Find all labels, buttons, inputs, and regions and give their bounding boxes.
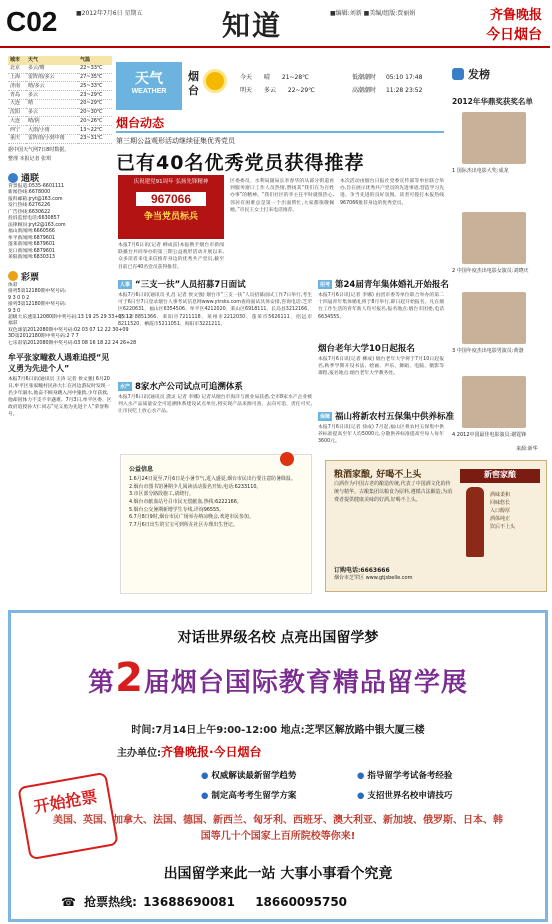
tonglan-title: 通联 xyxy=(21,174,40,184)
weather-cell: 青岛 xyxy=(8,91,26,100)
awards-photo xyxy=(462,292,526,344)
weather-cell: 雷阵雨/小到中雨 xyxy=(26,134,78,143)
ad-feature: 酒味柔和 xyxy=(490,492,511,498)
story-title: 水产 8家水产公司试点可追溯体系 xyxy=(120,382,243,392)
ad-bullet: ● 支招世界名校申请技巧 xyxy=(357,789,452,801)
ad-slogan: 出国留学来此一站 大事小事看个究竟 xyxy=(163,866,393,882)
section-tag: 招考 xyxy=(320,282,331,288)
weather-cell: 北京 xyxy=(8,65,26,73)
contact-line: 新闻热线:6678000 xyxy=(8,190,51,196)
story-body: 本报7月6日讯(记者 徐成) 7月起,福山区将农村五保集中供养标准提高至年人均5000元,分散供养标准提高至每人每年3600元。 xyxy=(318,425,444,445)
lottery-line: 9 3 0 xyxy=(8,308,21,314)
notice-line: 4.烟台市献血站号召市民无偿献血,热线:6222166。 xyxy=(129,499,242,506)
weather-row xyxy=(8,73,112,82)
ad-time-place: 时间:7月14日上午9:00-12:00 地点:芝罘区解放路中银大厦三楼 xyxy=(131,725,425,736)
weather-cell: 25~33℃ xyxy=(78,82,112,91)
tide-label: 高潮潮时 xyxy=(352,87,377,94)
lottery-line: 双色球第2012080期中奖号码:02 03 07 12 22 30+09 xyxy=(8,327,129,333)
ad-body: 白酒作为中国古老的酿造传统,代表了中国酒文化的传统与精华。古酿集团以粮食为原料,遵循古法酿造,为消费者提供健康美味的好酒,好喝不上头。 xyxy=(334,481,453,503)
phone-icon: ☎ xyxy=(61,895,76,909)
editor-credits: ■编辑:刘新 ■美编/组版:贾丽娟 xyxy=(330,10,416,17)
ad-hotline: ☎ 抢票热线: 13688690081 18660095750 xyxy=(61,895,348,909)
emblem-top: 庆祝建党91周年 弘扬先锋精神 xyxy=(133,179,209,185)
notice-line: 3.市区部分路段施工,请绕行。 xyxy=(129,491,194,498)
notice-line: 7.7月6日出生的宝宝可到所在社区办理出生登记。 xyxy=(129,521,238,528)
awards-caption: 2 中国年度杰出电影女演员:刘晓庆 xyxy=(452,268,529,274)
left-story xyxy=(8,353,112,419)
contact-line: 莱阳新闻网:6830313 xyxy=(8,255,55,261)
contact-line: 龙口新闻网:6879601 xyxy=(8,248,55,254)
weather-label-en: WEATHER xyxy=(131,88,167,95)
awards-caption: 4 2012中国最佳电影演员:谢霆锋 xyxy=(452,432,527,438)
ad-tagline: 对话世界级名校 点亮出国留学梦 xyxy=(177,630,379,646)
weather-row xyxy=(8,134,112,143)
awards-photo xyxy=(462,112,526,164)
ad-address: 烟台市芝罘区 www.gtjsbelle.com xyxy=(334,575,413,581)
story-title: 保障 福山将新农村五保集中供养标准 xyxy=(320,412,455,422)
section-tag: 水产 xyxy=(120,384,131,390)
weather-cell: 上海 xyxy=(8,73,26,82)
weather-row xyxy=(8,108,112,117)
notice-line: 2.烟台市图书馆暑期少儿阅读活动报名开始,电话:6233110。 xyxy=(129,483,262,490)
issue-date: ■2012年7月6日 星期五 xyxy=(76,10,143,17)
weather-cell: 济南 xyxy=(8,82,26,91)
notice-title: 公益信息 xyxy=(129,466,154,473)
contact-line: 法律顾问:jryt2@163.com xyxy=(8,222,66,228)
bottle-icon xyxy=(466,487,484,557)
weather-row xyxy=(8,126,112,135)
awards-photo xyxy=(462,376,526,428)
weather-cell: 20~30℃ xyxy=(78,108,112,117)
weather-cell: 晴 xyxy=(26,99,78,108)
lottery-icon xyxy=(8,271,18,281)
forecast-desc: 多云 xyxy=(263,87,276,94)
ad-features xyxy=(490,491,515,531)
dongtai-title: 烟台动态 xyxy=(116,116,165,130)
ad-bullet: ● 制定高考考生留学方案 xyxy=(201,789,296,801)
weather-cell: 晴/多云 xyxy=(26,82,78,91)
page-number: C02 xyxy=(6,6,58,37)
col-header: 城市 xyxy=(8,56,26,65)
weather-row xyxy=(8,91,112,100)
forecast-today xyxy=(240,74,319,82)
section-tag: 保障 xyxy=(320,414,331,420)
fabang-heading xyxy=(452,66,490,82)
awards-caption: 3 中国年度杰出电影男演员:黄渤 xyxy=(452,348,524,354)
lottery-line: 9 3 0 0 2 xyxy=(8,295,30,301)
section-title: 知道 xyxy=(222,9,283,42)
awards-source: 来源:新华 xyxy=(516,446,538,452)
contact-line: 福山新闻网:6660566 xyxy=(8,229,55,235)
weather-cell: 晴/阴 xyxy=(26,117,78,126)
person-icon xyxy=(452,68,464,80)
ad-countries: 美国、英国、加拿大、法国、德国、新西兰、匈牙利、西班牙、澳大利亚、新加坡、俄罗斯、日本、韩国等几十个国家上百所院校等你来! xyxy=(53,815,503,842)
contact-list xyxy=(8,184,112,262)
tide-low xyxy=(352,74,430,82)
lottery-line: 排列3第12180期中奖号码: xyxy=(8,302,67,308)
main-headline: 已有40名优秀党员获得推荐 xyxy=(116,152,365,174)
forecast-label: 明天 xyxy=(240,87,253,94)
weather-cell: 20~29℃ xyxy=(78,99,112,108)
weather-cell: 多云 xyxy=(26,91,78,100)
notice-line: 1.6月24日夏至,7月6日是小暑节气,进入盛夏,烟台市民出行要注意防暑降温。 xyxy=(129,476,296,483)
contact-line: 广告热线:6630622 xyxy=(8,209,51,215)
brand-logo: 齐鲁晚报 xyxy=(489,8,542,23)
tide-label: 低潮潮时 xyxy=(352,74,377,81)
col-header: 气温 xyxy=(78,56,112,65)
weather-cell: 20~26℃ xyxy=(78,117,112,126)
forecast-temp: 21~28℃ xyxy=(281,74,309,81)
weather-cell: 22~33℃ xyxy=(78,65,112,73)
weather-cell: 雷阵雨/多云 xyxy=(26,73,78,82)
weather-row xyxy=(8,117,112,126)
left-story-body: 本报7月6日讯(通讯员 王涛 记者 侯文强) 6月20日,牟平区张家疃村民孙大仁在河边游玩时发现一名少年溺水,他奋不顾身跳入河中施救,少年获救,他却因体力不支不幸遇难。7月3日,牟平区委、区政府追授孙大仁同志“见义勇为先进个人”荣誉称号。 xyxy=(8,377,112,417)
liquor-ad xyxy=(325,460,547,592)
weather-row xyxy=(8,82,112,91)
lottery-line: 福彩 xyxy=(8,321,18,327)
story-title: 招考 第24届青年集体婚礼开始报名 xyxy=(320,280,449,290)
people-icon xyxy=(8,173,18,183)
weather-cell: 23~29℃ xyxy=(78,91,112,100)
story-title: 烟台老年大学10日起报名 xyxy=(318,344,415,354)
weather-label xyxy=(116,62,182,110)
contact-line: 蓬莱新闻网:6879601 xyxy=(8,242,55,248)
party-emblem-box xyxy=(118,175,224,239)
study-abroad-ad xyxy=(8,610,548,922)
weather-cell: 多云 xyxy=(26,108,78,117)
ad-feature: 饮后不上头 xyxy=(490,524,516,530)
caipiao-title: 彩票 xyxy=(21,272,40,283)
main-col1: 本报7月6日讯(记者 柳成雷)本报携手烟台市新闻联播台共同举办的第三期公益观形活动开展以来,众多读者来电来信推荐身边的优秀共产党员,截至目前已有40名党员获得推荐。 xyxy=(118,243,224,270)
ad-feature: 酒体纯正 xyxy=(490,516,511,522)
page-header xyxy=(0,0,550,48)
weather-cell: 重庆 xyxy=(8,134,26,143)
contact-line: 发行热线:6276226 xyxy=(8,203,51,209)
weather-cell: 多云/晴 xyxy=(26,65,78,73)
tide-high xyxy=(352,87,430,95)
awards-photo xyxy=(462,212,526,264)
ad-title: 第2届烟台国际教育精品留学展 xyxy=(88,655,468,701)
notice-board xyxy=(120,454,312,594)
col-header: 天气 xyxy=(26,56,78,65)
tide-times: 11:28 23:52 xyxy=(385,87,423,94)
lottery-line: 七乐彩第2012080期中奖号码:03 08 16 18 22 24 26+28 xyxy=(8,340,137,346)
weather-cell: 27~35℃ xyxy=(78,73,112,82)
ad-bullet: ● 权威解读最新留学趋势 xyxy=(201,769,296,781)
edition-logo: 今日烟台 xyxy=(486,27,542,43)
weather-cell: 13~22℃ xyxy=(78,126,112,135)
weather-cell: 大雨/小雨 xyxy=(26,126,78,135)
main-kicker: 第三期公益观形活动继续征集优秀党员 xyxy=(116,137,235,145)
ad-bullet: ● 指导留学考试备考经验 xyxy=(357,769,452,781)
tonglan-heading xyxy=(8,171,112,184)
contact-line: 投诉监督电话:6630857 xyxy=(8,216,60,222)
lottery-line: 体彩 xyxy=(8,282,18,288)
weather-cell: 沈阳 xyxy=(8,108,26,117)
fabang-title: 发榜 xyxy=(468,68,490,81)
lottery-line: 排列5第12180期中奖号码: xyxy=(8,289,67,295)
weather-cell: 大连 xyxy=(8,117,26,126)
weather-source: 据中国天气网7日8时数据。 xyxy=(8,146,70,153)
story-body: 本报7月6日讯(记者 柳成) 烟台老年大学将于7月10日起报名,秋季学期开设书法、绘画、声乐、舞蹈、电脑、摄影等课程,报名地点:烟台老年大学教务处。 xyxy=(318,357,444,377)
notice-line: 5.烟台公交暑期新增学生专线,详询96555。 xyxy=(129,506,225,513)
story-body: 本报7月6日讯(记者 李娜) 由团市委等单位联合举办的第二十四届青年集体婚礼将于8月举行,即日起开始报名。凡在烟台工作生活的青年新人均可报名,报名地点:烟台市团委,电话6634555。 xyxy=(318,293,444,320)
weather-city: 烟台 xyxy=(188,70,199,97)
story-body: 本报7月6日讯(通讯员 孔昌 记者 侯文强) 烟台市“三支一扶”人员招募面试工作7日举行,考生可于6日至7日登录烟台人事考试信息网www.ytrsks.com查询面试具体安排,咨询电话:芝罘区6220631、福山区6354506、牟平区4212020、莱山区6918111、长岛县3212166、龙口市8851366、莱阳市7211118、莱州市2212030、蓬莱市5626111、招远市8211520、栖霞市5211051、海阳市3221211。 xyxy=(118,293,312,327)
ticket-stamp: 开始抢票 xyxy=(17,772,118,861)
lottery-line: 3D第2012180期中奖号码:2 7 7 xyxy=(8,334,79,340)
notice-list xyxy=(129,476,303,529)
tide-times: 05:10 17:48 xyxy=(385,74,423,81)
ad-tel: 订购电话:6663666 xyxy=(334,567,390,574)
contact-line: 背景报道:0535-6601111 xyxy=(8,184,65,189)
forecast-temp: 22~29℃ xyxy=(287,87,315,94)
main-col3: 本次活动由烟台日报社党委宣传部等单位联合举办,旨在展示优秀共产党员的先进事迹,营造学习先进、争当先进的良好氛围。读者可拨打本报热线967066推荐身边的优秀党员。 xyxy=(340,179,444,206)
emblem-bottom: 争当党员标兵 xyxy=(143,212,198,223)
awards-caption: 1 国际杰出电影大奖:成龙 xyxy=(452,168,509,174)
weather-row xyxy=(8,99,112,108)
forecast-desc: 晴 xyxy=(263,74,270,81)
ad-headline: 粮酒家酿, 好喝不上头 xyxy=(334,470,422,480)
weather-cell: 大连 xyxy=(8,99,26,108)
pin-icon xyxy=(280,452,294,466)
ad-host: 主办单位:齐鲁晚报·今日烟台 xyxy=(117,745,262,759)
lottery-line: 超级大乐透第12080期中奖号码:13 19 25 29 33+05 12 xyxy=(8,314,133,320)
weather-table-header xyxy=(8,56,112,65)
weather-cell: 23~31℃ xyxy=(78,134,112,143)
ad-logo: 新窖家酿 xyxy=(460,469,540,483)
main-col2: 区委委员、水利局副局长李春华的从部分街道看到服务窗口工作人员热情,赞扬其“我们在为百姓办事”的精神。“我们社区的李主任平时就很热心,邻居有困难总是第一个出面帮忙,大家都很敬佩她。”市民王女士打来电话推荐。 xyxy=(230,179,334,213)
forecast-tomorrow xyxy=(240,87,325,95)
story-body: 本报7月6日讯(通讯员 潇灵 记者 李娜) 记者从烟台市海洋与渔业局获悉,全市8家水产企业被列入水产品质量安全可追溯体系建设试点单位,将实现产品来源可查、去向可追、责任可究,让市民吃上放心水产品。 xyxy=(118,395,312,415)
contact-line: 报料邮箱:jryt@163.com xyxy=(8,196,63,202)
ad-feature: 回味悠长 xyxy=(490,500,511,506)
section-tag: 人事 xyxy=(120,282,131,288)
dongtai-heading xyxy=(116,114,444,133)
weather-cell: 西宁 xyxy=(8,126,26,135)
weather-credit: 整理 本报记者 张琪 xyxy=(8,156,52,163)
caipiao-heading xyxy=(8,270,112,283)
emblem-tel: 967066 xyxy=(136,192,206,206)
sun-icon xyxy=(206,72,224,90)
ad-feature: 入口醇厚 xyxy=(490,508,511,514)
awards-title: 2012年华鼎奖获奖名单 xyxy=(452,97,533,106)
weather-row xyxy=(8,65,112,73)
left-story-title: 牟平张家疃救人遇难追授“见义勇为先进个人” xyxy=(8,353,110,373)
weather-table xyxy=(8,56,112,144)
story-title: 人事 “三支一扶”人员招募7日面试 xyxy=(120,280,246,290)
forecast-label: 今天 xyxy=(240,74,253,81)
notice-line: 6.7月8日9时,烟台市民广场举办纳凉晚会,欢迎市民参加。 xyxy=(129,514,254,521)
contact-line: 牟平新闻网:6879601 xyxy=(8,235,55,241)
weather-label-cn: 天气 xyxy=(135,71,163,87)
